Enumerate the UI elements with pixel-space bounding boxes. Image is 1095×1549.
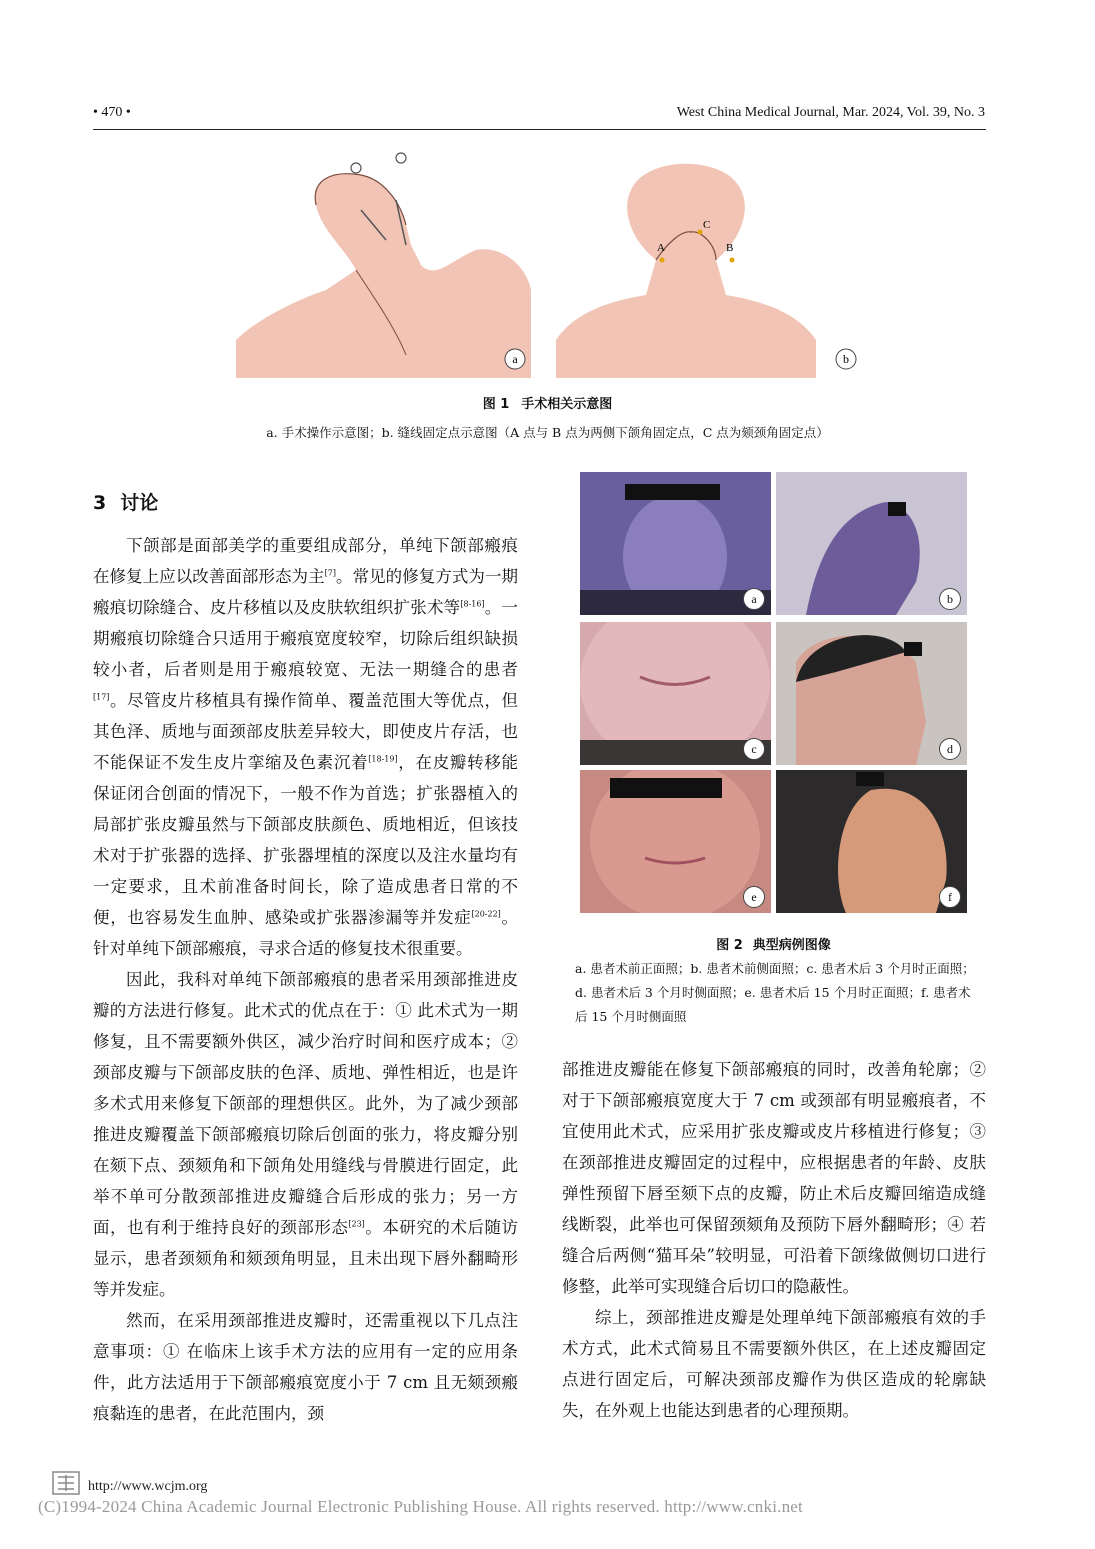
svg-text:C: C	[703, 219, 711, 231]
panel-label: a	[743, 588, 765, 610]
case-photo-a	[580, 472, 771, 615]
section-heading	[93, 488, 158, 515]
figure-2-caption: a. 患者术前正面照；b. 患者术前侧面照；c. 患者术后 3 个月时正面照；d. 患者术后 3 个月时侧面照；e. 患者术后 15 个月时正面照；f. 患者术后 15 个月时侧面照	[575, 961, 975, 1024]
section-number: 3	[93, 492, 107, 514]
case-photo-c	[580, 622, 771, 765]
header-rule	[93, 129, 986, 130]
svg-text:b: b	[843, 352, 849, 366]
panel-label: e	[743, 886, 765, 908]
paragraph: 下颌部是面部美学的重要组成部分，单纯下颌部瘢痕在修复上应以改善面部形态为主[7]。常见的修复方式为一期瘢痕切除缝合、皮片移植以及皮肤软组织扩张术等[8-16]。一期瘢痕切除缝合只适用于瘢痕宽度较窄，切除后组织缺损较小者，后者则是用于瘢痕较宽、无法一期缝合的患者[17]。尽管皮片移植具有操作简单、覆盖范围大等优点，但其色泽、质地与面颈部皮肤差异较大，即使皮片存活，也不能保证不发生皮片挛缩及色素沉着[18-19]，在皮瓣转移能保证闭合创面的情况下，一般不作为首选；扩张器植入的局部扩张皮瓣虽然与下颌部皮肤颜色、质地相近，但该技术对于扩张器的选择、扩张器埋植的深度以及注水量均有一定要求，且术前准备时间长，除了造成患者日常的不便，也容易发生血肿、感染或扩张器渗漏等并发症[20-22]。针对单纯下颌部瘢痕，寻求合适的修复技术很重要。	[93, 536, 519, 958]
journal-logo-icon	[52, 1471, 80, 1495]
figure-1b-drawing	[556, 164, 856, 378]
panel-label: c	[743, 738, 765, 760]
paragraph: 综上，颈部推进皮瓣是处理单纯下颌部瘢痕有效的手术方式，此术式简易且不需要额外供区，在上述皮瓣固定点进行固定后，可解决颈部皮瓣作为供区造成的轮廓缺失，在外观上也能达到患者的心理预期。	[562, 1308, 986, 1420]
citation: [17]	[93, 692, 110, 702]
left-column	[93, 530, 518, 1429]
citation: [20-22]	[471, 909, 501, 919]
figure-1-title	[0, 393, 1095, 412]
svg-text:a: a	[512, 352, 518, 366]
figure-1-illustration	[236, 150, 860, 378]
citation: [23]	[348, 1219, 365, 1229]
journal-url[interactable]: http://www.wcjm.org	[88, 1479, 208, 1494]
citation: [7]	[324, 568, 336, 578]
figure-1-label: 图 1	[482, 397, 510, 412]
section-title: 讨论	[120, 492, 159, 514]
figure-2-title-text: 典型病例图像	[752, 938, 831, 953]
figure-2-title	[580, 934, 967, 953]
svg-text:B: B	[726, 242, 734, 254]
figure-2-label: 图 2	[716, 938, 743, 953]
paragraph: 部推进皮瓣能在修复下颌部瘢痕的同时，改善角轮廓；② 对于下颌部瘢痕宽度大于 7 cm 或颈部有明显瘢痕者，不宜使用此术式，应采用扩张皮瓣或皮片移植进行修复；③ 在颈部推进皮瓣固定的过程中，应根据患者的年龄、皮肤弹性预留下唇至颏下点的皮瓣，防止术后皮瓣回缩造成缝线断裂，此举也可保留颈颏角及预防下唇外翻畸形；④ 若缝合后两侧“猫耳朵”较明显，可沿着下颌缘做侧切口进行修整，此举可实现缝合后切口的隐蔽性。	[562, 1060, 986, 1296]
case-photo-d	[776, 622, 967, 765]
panel-label: d	[939, 738, 961, 760]
panel-label: b	[939, 588, 961, 610]
figure-2-photos	[580, 472, 967, 916]
citation: [18-19]	[368, 754, 398, 764]
figure-1-title-text: 手术相关示意图	[521, 397, 613, 412]
paragraph: 然而，在采用颈部推进皮瓣时，还需重视以下几点注意事项：① 在临床上该手术方法的应用有一定的应用条件，此方法适用于下颌部瘢痕宽度小于 7 cm 且无颏颈瘢痕黏连的患者，在此范围内，颈	[93, 1311, 518, 1423]
page-number: • 470 •	[93, 105, 131, 120]
figure-1a-drawing	[236, 153, 531, 378]
citation: [8-16]	[460, 599, 485, 609]
panel-label: f	[939, 886, 961, 908]
journal-header: West China Medical Journal, Mar. 2024, Vol. 39, No. 3	[676, 105, 985, 120]
svg-text:A: A	[657, 242, 665, 254]
right-column	[562, 1054, 986, 1426]
figure-1-caption: a. 手术操作示意图；b. 缝线固定点示意图（A 点与 B 点为两侧下颌角固定点，C 点为颏颈角固定点）	[266, 425, 829, 440]
paragraph: 因此，我科对单纯下颌部瘢痕的患者采用颈部推进皮瓣的方法进行修复。此术式的优点在于：① 此术式为一期修复，且不需要额外供区，减少治疗时间和医疗成本；② 颈部皮瓣与下颌部皮肤的色泽、质地、弹性相近，也是许多术式用来修复下颌部的理想供区。此外，为了减少颈部推进皮瓣覆盖下颌部瘢痕切除后创面的张力，将皮瓣分别在颏下点、颈颏角和下颌角处用缝线与骨膜进行固定，此举不单可分散颈部推进皮瓣缝合后形成的张力；另一方面，也有利于维持良好的颈部形态[23]。本研究的术后随访显示，患者颈颏角和颏颈角明显，且未出现下唇外翻畸形等并发症。	[93, 970, 519, 1299]
copyright-notice: (C)1994-2024 China Academic Journal Electronic Publishing House. All rights reserved. http://www.cnki.net	[38, 1497, 803, 1516]
case-photo-f	[776, 770, 967, 913]
case-photo-b	[776, 472, 967, 615]
case-photo-e	[580, 770, 771, 913]
